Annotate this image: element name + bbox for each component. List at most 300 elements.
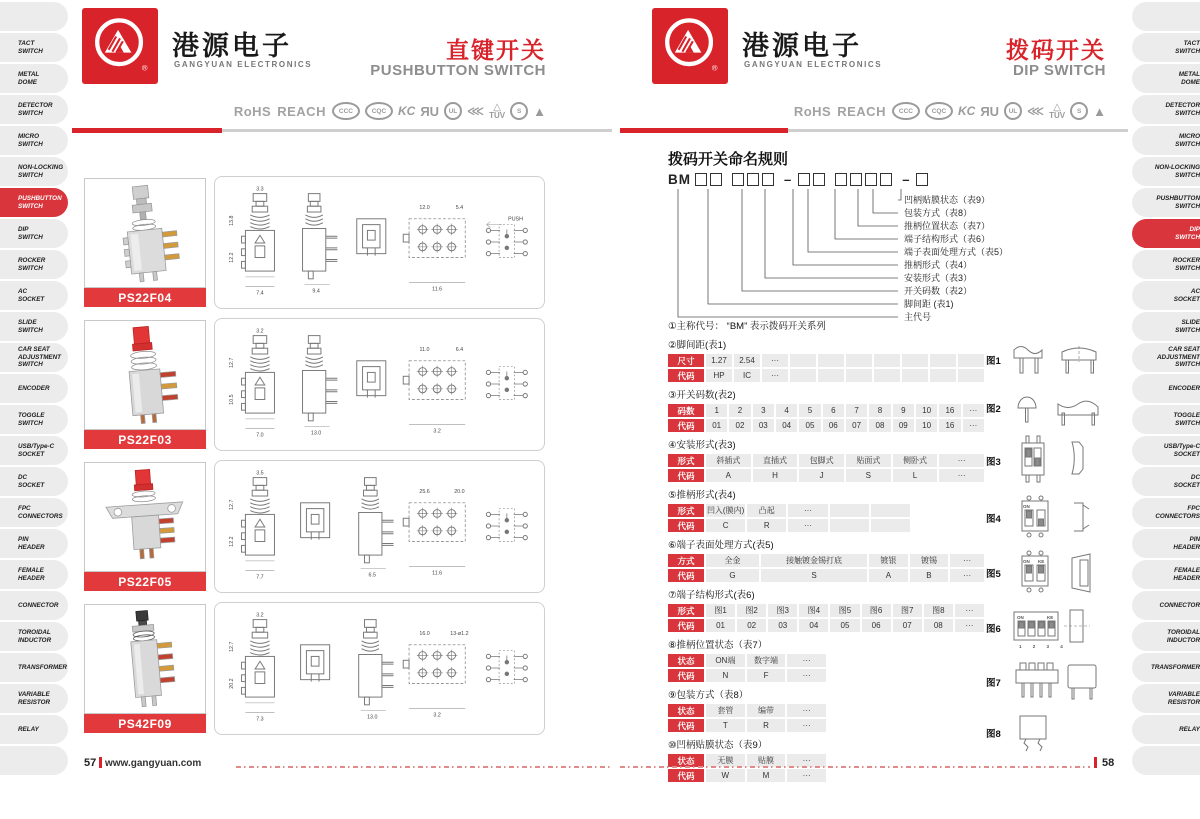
product-model-label: PS22F03: [84, 430, 206, 449]
table-cell: 接触镀金锡打底: [761, 554, 867, 567]
dim-label: 25.6: [418, 488, 430, 495]
page-number-right: 58: [1102, 757, 1115, 769]
sidebar-item-connector[interactable]: CONNECTOR: [1132, 591, 1200, 620]
figure-label: 图1: [986, 356, 1001, 367]
table-cell: 06: [862, 619, 891, 632]
sidebar-item-variable-resistor[interactable]: VARIABLE RESISTOR: [1132, 684, 1200, 713]
figure-label: 图7: [986, 678, 1001, 689]
table-header-cell: 代码: [668, 719, 704, 732]
dim-label: 3.2: [432, 711, 441, 718]
table-header-cell: 状态: [668, 704, 704, 717]
table-cell: [818, 354, 844, 367]
header-divider: [72, 128, 612, 133]
dim-label: 16.0: [418, 630, 430, 637]
sidebar-item-pushbutton-switch[interactable]: PUSHBUTTON SWITCH: [0, 188, 68, 217]
table-cell: ···: [787, 719, 826, 732]
figure-drawing-1: [1006, 340, 1110, 380]
table-cell: ···: [787, 754, 826, 767]
dim-label: 3.2: [255, 328, 264, 335]
table-cell: [818, 369, 844, 382]
table-cell: [846, 369, 872, 382]
table-cell: 01: [706, 419, 727, 432]
table-header-cell: 形式: [668, 454, 704, 467]
table-cell: ···: [787, 669, 826, 682]
table-cell: 5: [799, 404, 820, 417]
position-numbers: 1 2 3 4: [1019, 644, 1068, 649]
category-sidebar-right: [1130, 0, 1200, 819]
table-header-cell: 形式: [668, 604, 704, 617]
sidebar-item-connector[interactable]: CONNECTOR: [0, 591, 68, 620]
dim-label: 13.0: [310, 429, 321, 436]
sidebar-item-metal-dome[interactable]: METAL DOME: [0, 64, 68, 93]
dim-label: 13.0: [366, 713, 377, 720]
dim-label: 20.2: [228, 677, 235, 689]
table-cell: [930, 354, 956, 367]
page-title-cn: 直键开关: [446, 37, 546, 63]
table-cell: 3: [753, 404, 774, 417]
table-row: [668, 669, 826, 682]
table-header-cell: 代码: [668, 419, 704, 432]
table-row: [668, 519, 910, 532]
table-cell: 数字端: [747, 654, 786, 667]
callout-line: [678, 189, 898, 317]
sidebar-item-pin-header[interactable]: PIN HEADER: [0, 529, 68, 558]
table-cell: W: [706, 769, 745, 782]
callout-line: [742, 189, 898, 291]
bm-code-box: [695, 173, 707, 186]
sidebar-item-dc-socket[interactable]: DC SOCKET: [1132, 467, 1200, 496]
table-cell: 03: [753, 419, 774, 432]
sidebar-item-female-header[interactable]: FEMALE HEADER: [0, 560, 68, 589]
table-cell: ···: [963, 419, 984, 432]
table-cell: 图6: [862, 604, 891, 617]
table-cell: 7: [846, 404, 867, 417]
company-logo: [652, 8, 728, 84]
sidebar-item-non-locking-switch[interactable]: NON-LOCKING SWITCH: [1132, 157, 1200, 186]
table-cell: 06: [823, 419, 844, 432]
reach-label: REACH: [277, 103, 326, 119]
figure-row: [986, 490, 1128, 546]
table-cell: [902, 354, 928, 367]
certification-row: [234, 100, 546, 122]
table-cell: B: [910, 569, 949, 582]
table-caption: ⑩凹柄贴膜状态（表9）: [668, 740, 768, 751]
table-row: [668, 369, 984, 382]
bm-dash: –: [784, 172, 792, 188]
sidebar-item-fpc-connectors[interactable]: FPC CONNECTORS: [0, 498, 68, 527]
dimension-panel-ps22f03: [214, 318, 545, 451]
dim-label: 11.6: [431, 285, 442, 292]
table-cell: 05: [830, 619, 859, 632]
sidebar-item-rocker-switch[interactable]: ROCKER SWITCH: [0, 250, 68, 279]
table-cell: 10: [916, 404, 937, 417]
brand-name-cn: 港源电子: [742, 31, 862, 61]
page-title-cn: 拨码开关: [1006, 37, 1106, 63]
sidebar-item-toggle-switch[interactable]: TOGGLE SWITCH: [0, 405, 68, 434]
sidebar-item-variable-resistor[interactable]: VARIABLE RESISTOR: [0, 684, 68, 713]
naming-label: 凹柄贴膜状态（表9）: [904, 195, 991, 205]
naming-label: 安装形式（表3）: [904, 273, 973, 283]
rohs-label: RoHS: [793, 103, 832, 119]
table-cell: 16: [939, 404, 960, 417]
cert-icon-s: S: [510, 102, 528, 120]
sidebar-item-ac-socket[interactable]: AC SOCKET: [1132, 281, 1200, 310]
table-cell: F: [747, 669, 786, 682]
naming-callout-diagram: [668, 189, 1128, 329]
table-cell: 1.27: [706, 354, 732, 367]
dim-label: 7.7: [255, 573, 264, 580]
table-caption: ⑧推柄位置状态（表7）: [668, 640, 768, 651]
dim-label: 6.5: [368, 571, 376, 578]
naming-rule-title: 拨码开关命名规则: [668, 151, 789, 168]
footer-rule-right: [620, 766, 1090, 768]
callout-line: [898, 189, 901, 200]
figure-label: 图2: [986, 404, 1001, 415]
ke-mark: KE: [1047, 615, 1054, 620]
sidebar-item-relay[interactable]: RELAY: [0, 715, 68, 744]
table-caption: ⑤推柄形式(表4): [668, 490, 736, 501]
bm-code-box: [850, 173, 862, 186]
callout-line: [858, 189, 898, 226]
sidebar-item-detector-switch[interactable]: DETECTOR SWITCH: [0, 95, 68, 124]
brand-name-en: GANGYUAN ELECTRONICS: [174, 60, 313, 69]
table-header-cell: 尺寸: [668, 354, 704, 367]
product-photo-ps22f05: [84, 462, 206, 572]
brand-name-en: GANGYUAN ELECTRONICS: [744, 60, 883, 69]
sidebar-item-relay[interactable]: RELAY: [1132, 715, 1200, 744]
on-mark: ON: [1023, 504, 1030, 509]
table-header-cell: 状态: [668, 754, 704, 767]
table-cell: 2: [729, 404, 750, 417]
footer-tick: [1094, 757, 1097, 768]
table-cell: ···: [939, 469, 984, 482]
dim-label: 12.7: [228, 641, 235, 652]
table-cell: 斜插式: [706, 454, 751, 467]
table-cell: T: [706, 719, 745, 732]
sidebar-item-slide-switch[interactable]: SLIDE SWITCH: [1132, 312, 1200, 341]
table-cell: 全金: [706, 554, 759, 567]
figure-row: [986, 546, 1128, 600]
sidebar-item-transformer[interactable]: TRANSFORMER: [0, 653, 68, 682]
figure-drawing-5: [1006, 548, 1110, 598]
figure-row: [986, 384, 1128, 432]
page-number-left: 57: [84, 757, 97, 769]
table-cell: 贴膜: [747, 754, 786, 767]
sidebar-item-tact-switch[interactable]: TACT SWITCH: [0, 33, 68, 62]
sidebar-item-pushbutton-switch[interactable]: PUSHBUTTON SWITCH: [1132, 188, 1200, 217]
table-cell: ON端: [706, 654, 745, 667]
sidebar-item-toroidal-inductor[interactable]: TOROIDAL INDUCTOR: [1132, 622, 1200, 651]
sidebar-item-metal-dome[interactable]: METAL DOME: [1132, 64, 1200, 93]
table-cell: 8: [869, 404, 890, 417]
page-title-en: DIP SWITCH: [1012, 62, 1106, 79]
table-cell: 图1: [706, 604, 735, 617]
sidebar-item-micro-switch[interactable]: MICRO SWITCH: [0, 126, 68, 155]
cert-icon-cqc: CQC: [925, 102, 953, 120]
table-caption: ⑦端子结构形式(表6): [668, 590, 755, 601]
table-cell: ···: [950, 554, 984, 567]
dim-label: 13-ø1.2: [449, 630, 469, 637]
product-photo-ps22f03: [84, 320, 206, 430]
bm-code-box: [710, 173, 722, 186]
sidebar-item-usb-type-c-socket[interactable]: USB/Type-C SOCKET: [0, 436, 68, 465]
bm-code-box: [835, 173, 847, 186]
cert-icon-: ⋘: [467, 104, 485, 118]
bm-code-box: [762, 173, 774, 186]
cert-icon-cqc: CQC: [365, 102, 393, 120]
dim-label: 12.2: [228, 535, 235, 547]
cert-icon-: ▲: [1093, 103, 1106, 119]
table-header-cell: 状态: [668, 654, 704, 667]
sidebar-item-tact-switch[interactable]: TACT SWITCH: [1132, 33, 1200, 62]
cert-icon-s: S: [1070, 102, 1088, 120]
dim-label: 13.8: [228, 215, 235, 226]
figure-row: [986, 656, 1128, 708]
table-cell: J: [799, 469, 844, 482]
table-cell: [902, 369, 928, 382]
table-cell: 图8: [924, 604, 953, 617]
sidebar-item-car-seat-adjustment-switch[interactable]: CAR SEAT ADJUSTMENT SWITCH: [1132, 343, 1200, 372]
sidebar-item-ac-socket[interactable]: AC SOCKET: [0, 281, 68, 310]
table-row: [668, 569, 984, 582]
sidebar-item-dip-switch[interactable]: DIP SWITCH: [1132, 219, 1200, 248]
table-cell: C: [706, 519, 745, 532]
table-header-cell: 代码: [668, 569, 704, 582]
table-cell: G: [706, 569, 759, 582]
dim-label: 3.2: [255, 612, 264, 619]
sidebar-item-toggle-switch[interactable]: TOGGLE SWITCH: [1132, 405, 1200, 434]
brand-name-cn: 港源电子: [172, 31, 292, 61]
sidebar-item-fpc-connectors[interactable]: FPC CONNECTORS: [1132, 498, 1200, 527]
figure-row: [986, 336, 1128, 384]
figure-row: [986, 432, 1128, 490]
sidebar-item-pin-header[interactable]: PIN HEADER: [1132, 529, 1200, 558]
table-row: [668, 769, 826, 782]
table-cell: R: [747, 519, 786, 532]
table-cell: ···: [787, 769, 826, 782]
table-cell: 08: [924, 619, 953, 632]
naming-label: 包装方式（表8）: [904, 208, 973, 218]
table-cell: A: [869, 569, 908, 582]
sidebar-item-encoder[interactable]: ENCODER: [0, 374, 68, 403]
table-cell: ···: [955, 604, 984, 617]
table-cell: 07: [893, 619, 922, 632]
table-cell: R: [747, 719, 786, 732]
naming-label: 主代号: [904, 312, 932, 322]
table-header-cell: 代码: [668, 519, 704, 532]
table-cell: 16: [939, 419, 960, 432]
table-cell: [830, 519, 869, 532]
naming-label: 脚间距 (表1): [904, 299, 954, 309]
table-header-cell: 代码: [668, 769, 704, 782]
push-label: PUSH: [507, 216, 523, 223]
sidebar-item-micro-switch[interactable]: MICRO SWITCH: [1132, 126, 1200, 155]
naming-note: ①主称代号： “BM” 表示拨码开关系列: [668, 321, 826, 332]
table-cell: A: [706, 469, 751, 482]
sidebar-item-empty: [0, 2, 68, 31]
naming-label: 推柄形式（表4）: [904, 260, 973, 270]
table-header-cell: 码数: [668, 404, 704, 417]
naming-label: 开关码数（表2）: [904, 286, 973, 296]
bm-code-box: [747, 173, 759, 186]
cert-icon-kc: KC: [397, 104, 416, 118]
table-row: [668, 704, 826, 717]
sidebar-item-toroidal-inductor[interactable]: TOROIDAL INDUCTOR: [0, 622, 68, 651]
table-cell: 03: [768, 619, 797, 632]
figure-drawing-4: [1006, 493, 1110, 543]
naming-label: 端子表面处理方式（表5）: [904, 247, 1009, 257]
table-row: [668, 504, 910, 517]
table-caption: ⑥端子表面处理方式(表5): [668, 540, 774, 551]
dim-label: 3.5: [255, 470, 264, 477]
dim-label: 6.4: [455, 346, 463, 353]
table-cell: 直插式: [753, 454, 798, 467]
table-cell: ···: [762, 369, 788, 382]
table-cell: 05: [799, 419, 820, 432]
table-header-cell: 代码: [668, 619, 704, 632]
figure-label: 图5: [986, 569, 1001, 580]
table-cell: 01: [706, 619, 735, 632]
sidebar-item-empty: [1132, 746, 1200, 775]
sidebar-item-usb-type-c-socket[interactable]: USB/Type-C SOCKET: [1132, 436, 1200, 465]
figure-row: [986, 708, 1128, 758]
registered-mark: ®: [141, 63, 148, 73]
bm-dash: –: [902, 172, 910, 188]
sidebar-item-rocker-switch[interactable]: ROCKER SWITCH: [1132, 250, 1200, 279]
table-cell: ···: [939, 454, 984, 467]
bm-code-box: [880, 173, 892, 186]
table-cell: S: [846, 469, 891, 482]
bm-code-box: [732, 173, 744, 186]
table-row: [668, 454, 984, 467]
table-header-cell: 形式: [668, 504, 704, 517]
figure-label: 图4: [986, 514, 1001, 525]
table-cell: [830, 504, 869, 517]
table-row: [668, 719, 826, 732]
figure-row: [986, 600, 1128, 656]
rohs-label: RoHS: [233, 103, 272, 119]
table-cell: 包脚式: [799, 454, 844, 467]
on-mark: ON: [1017, 615, 1024, 620]
table-cell: ···: [787, 704, 826, 717]
product-model-label: PS22F05: [84, 572, 206, 591]
cert-icon-ul: UL: [1004, 102, 1022, 120]
table-row: [668, 604, 984, 617]
terminal-structure-figures: [986, 336, 1128, 758]
dimension-panel-ps22f04: [214, 176, 545, 309]
sidebar-item-empty: [1132, 2, 1200, 31]
reach-label: REACH: [837, 103, 886, 119]
cert-icon-ccc: CCC: [892, 102, 920, 120]
table-cell: 9: [893, 404, 914, 417]
callout-line: [835, 189, 898, 239]
table-cell: 09: [893, 419, 914, 432]
table-cell: IC: [734, 369, 760, 382]
table-cell: 08: [869, 419, 890, 432]
sidebar-item-dip-switch[interactable]: DIP SWITCH: [0, 219, 68, 248]
table-cell: 图7: [893, 604, 922, 617]
cert-icon-u: ЯU: [980, 103, 1000, 119]
naming-label: 端子结构形式（表6）: [904, 234, 991, 244]
table-cell: ···: [787, 654, 826, 667]
on-mark: ON: [1023, 559, 1030, 564]
table-cell: [790, 369, 816, 382]
figure-label: 图6: [986, 624, 1001, 635]
table-header-cell: 代码: [668, 669, 704, 682]
table-header-cell: 代码: [668, 469, 704, 482]
figure-drawing-8: [1006, 711, 1110, 755]
table-header-cell: 方式: [668, 554, 704, 567]
sidebar-item-detector-switch[interactable]: DETECTOR SWITCH: [1132, 95, 1200, 124]
cert-icons: [892, 102, 1106, 120]
table-cell: [958, 354, 984, 367]
table-caption: ⑨包装方式（表8）: [668, 690, 749, 701]
dim-label: 10.5: [228, 393, 235, 405]
dim-label: 3.3: [255, 186, 264, 193]
table-cell: 镀银: [869, 554, 908, 567]
sidebar-item-non-locking-switch[interactable]: NON-LOCKING SWITCH: [0, 157, 68, 186]
registered-mark: ®: [711, 63, 718, 73]
sidebar-item-slide-switch[interactable]: SLIDE SWITCH: [0, 312, 68, 341]
table-cell: 02: [729, 419, 750, 432]
table-cell: ···: [963, 404, 984, 417]
table-cell: ···: [788, 519, 827, 532]
table-cell: [874, 369, 900, 382]
callout-line: [708, 189, 898, 304]
table-cell: ···: [950, 569, 984, 582]
bm-code-row: [668, 171, 938, 187]
table-cell: N: [706, 669, 745, 682]
cert-icon-ul: UL: [444, 102, 462, 120]
table-cell: 04: [799, 619, 828, 632]
figure-drawing-7: [1006, 658, 1110, 706]
dim-label: 11.0: [419, 346, 430, 353]
sidebar-item-encoder[interactable]: ENCODER: [1132, 374, 1200, 403]
table-cell: 10: [916, 419, 937, 432]
figure-label: 图3: [986, 457, 1001, 468]
naming-tables: [668, 318, 990, 784]
callout-line: [793, 189, 898, 265]
bm-code-box: [813, 173, 825, 186]
table-row: [668, 354, 984, 367]
footer-tick: [99, 757, 102, 768]
header-divider: [620, 128, 1128, 133]
table-cell: 02: [737, 619, 766, 632]
table-cell: ···: [762, 354, 788, 367]
sidebar-item-dc-socket[interactable]: DC SOCKET: [0, 467, 68, 496]
table-row: [668, 469, 984, 482]
sidebar-item-car-seat-adjustment-switch[interactable]: CAR SEAT ADJUSTMENT SWITCH: [0, 343, 68, 372]
sidebar-item-transformer[interactable]: TRANSFORMER: [1132, 653, 1200, 682]
cert-icon-: ▲: [533, 103, 546, 119]
dim-label: 11.6: [431, 569, 442, 576]
website-link[interactable]: www.gangyuan.com: [105, 758, 202, 769]
dim-label: 7.4: [255, 289, 264, 296]
dim-label: 12.7: [228, 499, 235, 510]
table-row: [668, 654, 826, 667]
product-model-label: PS42F09: [84, 714, 206, 733]
table-cell: S: [761, 569, 867, 582]
callout-line: [808, 189, 898, 252]
table-cell: 编带: [747, 704, 786, 717]
category-sidebar-left: [0, 0, 70, 819]
table-cell: 07: [846, 419, 867, 432]
sidebar-item-female-header[interactable]: FEMALE HEADER: [1132, 560, 1200, 589]
table-cell: [871, 504, 910, 517]
table-cell: [871, 519, 910, 532]
naming-label: 推柄位置状态（表7）: [904, 221, 991, 231]
table-row: [668, 404, 984, 417]
